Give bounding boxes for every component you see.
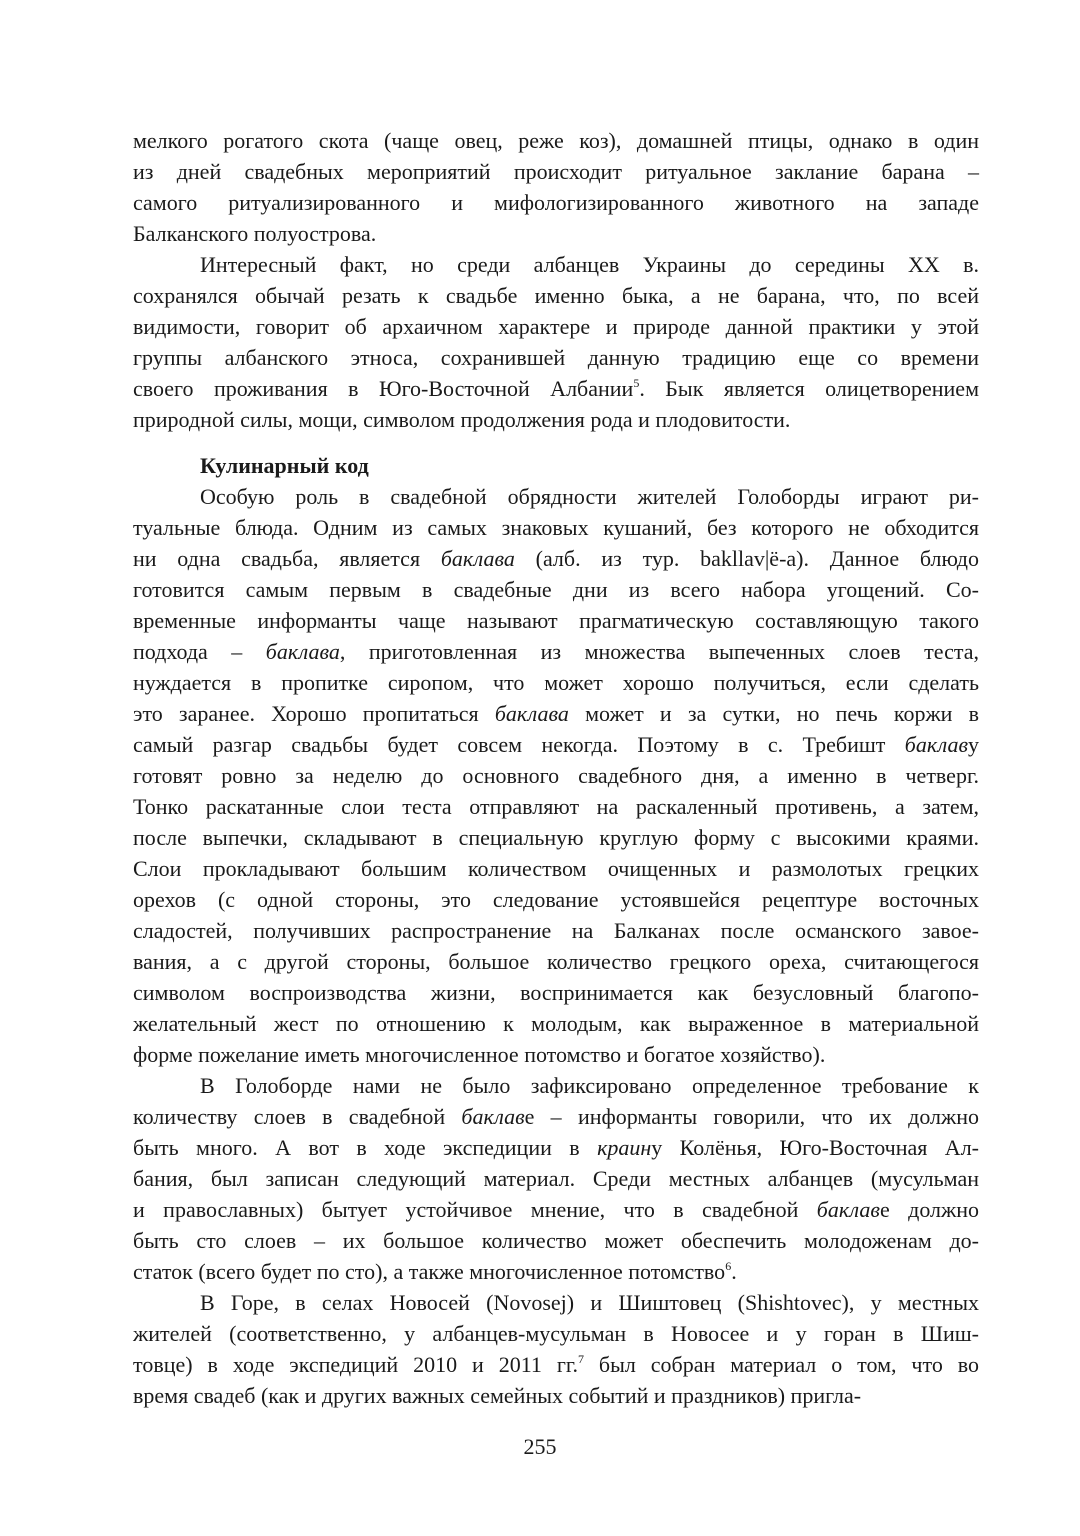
text-run: у Колёнья, Юго-Восточная Ал- <box>651 1135 979 1160</box>
text-run: вания, а с другой стороны, большое количество грецкого ореха, считающегося <box>133 949 979 974</box>
italic-term: баклава <box>265 639 340 664</box>
text-run: , приготовленная из множества выпеченных слоев теста, <box>339 639 979 664</box>
text-line <box>133 667 979 698</box>
text-run: временные информанты чаще называют прагматическую составляющую такого <box>133 608 979 633</box>
text-run: желательный жест по отношению к молодым, как выраженное в материальной <box>133 1011 979 1036</box>
text-line <box>133 1380 979 1411</box>
text-line <box>133 977 979 1008</box>
paragraph <box>133 1287 979 1411</box>
section-heading: Кулинарный код <box>200 453 369 478</box>
text-run: после выпечки, складывают в специальную круглую форму с высокими краями. <box>133 825 979 850</box>
text-line <box>133 125 979 156</box>
text-run: (алб. из тур. bakllav|ë-a). Данное блюдо <box>514 546 979 571</box>
text-block-culinary <box>133 481 979 1411</box>
text-line <box>133 404 979 435</box>
text-run: быть сто слоев – их большое количество может обеспечить молодоженам до- <box>133 1228 979 1253</box>
text-line <box>133 636 979 667</box>
italic-term: краин <box>597 1135 652 1160</box>
text-line <box>133 543 979 574</box>
text-line <box>133 822 979 853</box>
text-line <box>133 791 979 822</box>
text-run: сладостей, получивших распространение на Балканах после османского завое- <box>133 918 979 943</box>
text-line <box>133 915 979 946</box>
page-number: 255 <box>523 1434 557 1459</box>
text-run: готовят ровно за неделю до основного свадебного дня, а именно в четверг. <box>133 763 979 788</box>
text-line <box>133 342 979 373</box>
text-block-upper <box>133 125 979 435</box>
text-run: и православных) бытует устойчивое мнение, что в свадебной <box>133 1197 817 1222</box>
text-line <box>133 946 979 977</box>
text-run: самый разгар свадьбы будет совсем некогда. Поэтому в с. Требишт <box>133 732 905 757</box>
text-run: туальные блюда. Одним из самых знаковых кушаний, без которого не обходится <box>133 515 979 540</box>
text-line <box>133 218 979 249</box>
text-run: товце) в ходе экспедиций 2010 и 2011 гг. <box>133 1352 578 1377</box>
text-line <box>133 249 979 280</box>
text-line <box>133 698 979 729</box>
text-run: . <box>731 1259 737 1284</box>
text-line <box>133 156 979 187</box>
text-line <box>133 1070 979 1101</box>
text-line <box>133 1256 979 1287</box>
text-line <box>133 853 979 884</box>
text-line <box>133 1287 979 1318</box>
text-run: символом воспроизводства жизни, воспринимается как безусловный благопо- <box>133 980 979 1005</box>
text-line <box>133 1132 979 1163</box>
text-run: самого ритуализированного и мифологизированного животного на западе <box>133 190 979 215</box>
text-line <box>133 884 979 915</box>
italic-term: баклав <box>904 732 968 757</box>
paragraph <box>133 481 979 1070</box>
paragraph <box>133 125 979 249</box>
text-line <box>133 187 979 218</box>
text-line <box>133 373 979 404</box>
text-run: статок (всего будет по сто), а также многочисленное потомство <box>133 1259 726 1284</box>
text-run: нуждается в пропитке сиропом, что может хорошо получиться, если сделать <box>133 670 979 695</box>
text-run: природной силы, мощи, символом продолжения рода и плодовитости. <box>133 407 791 432</box>
text-line <box>133 574 979 605</box>
text-run: е – информанты говорили, что их должно <box>524 1104 979 1129</box>
text-line <box>133 1194 979 1225</box>
text-run: бания, был записан следующий материал. Среди местных албанцев (мусульман <box>133 1166 979 1191</box>
text-run: быть много. А вот в ходе экспедиции в <box>133 1135 598 1160</box>
text-line <box>133 481 979 512</box>
text-line <box>133 1101 979 1132</box>
text-run: был собран материал о том, что во <box>583 1352 979 1377</box>
text-run: Слои прокладывают большим количеством очищенных и размолотых грецких <box>133 856 979 881</box>
paragraph <box>133 249 979 435</box>
text-line <box>133 605 979 636</box>
text-run: может и за сутки, но печь коржи в <box>568 701 979 726</box>
italic-term: баклав <box>816 1197 880 1222</box>
text-run: группы албанского этноса, сохранившей данную традицию еще со времени <box>133 345 979 370</box>
text-run: подхода – <box>133 639 266 664</box>
text-run: жителей (соответственно, у албанцев-мусульман в Новосее и у горан в Шиш- <box>133 1321 979 1346</box>
text-line <box>133 1225 979 1256</box>
text-run: В Голоборде нами не было зафиксировано определенное требование к <box>200 1073 979 1098</box>
italic-term: баклав <box>461 1104 525 1129</box>
italic-term: баклава <box>494 701 569 726</box>
text-run: количеству слоев в свадебной <box>133 1104 462 1129</box>
text-run: Балканского полуострова. <box>133 221 377 246</box>
text-run: ни одна свадьба, является <box>133 546 441 571</box>
text-line <box>133 280 979 311</box>
text-run: орехов (с одной стороны, это следование устоявшейся рецептуре восточных <box>133 887 979 912</box>
footnote-ref: 5 <box>633 376 640 390</box>
text-run: у <box>968 732 979 757</box>
text-run: В Горе, в селах Новосей (Novosej) и Шиштовец (Shishtovec), у местных <box>200 1290 979 1315</box>
text-run: Особую роль в свадебной обрядности жителей Голоборды играют ри- <box>200 484 979 509</box>
text-run: . Бык является олицетворением <box>639 376 979 401</box>
text-run: видимости, говорит об архаичном характере и природе данной практики у этой <box>133 314 979 339</box>
text-line <box>133 760 979 791</box>
text-run: мелкого рогатого скота (чаще овец, реже коз), домашней птицы, однако в один <box>133 128 979 153</box>
text-line <box>133 1039 979 1070</box>
text-line <box>133 1163 979 1194</box>
italic-term: баклава <box>440 546 515 571</box>
text-run: это заранее. Хорошо пропитаться <box>133 701 495 726</box>
text-line <box>133 729 979 760</box>
text-run: Тонко раскатанные слои теста отправляют на раскаленный противень, а затем, <box>133 794 979 819</box>
text-line <box>133 1318 979 1349</box>
text-run: своего проживания в Юго-Восточной Албании <box>133 376 634 401</box>
text-run: из дней свадебных мероприятий происходит ритуальное заклание барана – <box>133 159 979 184</box>
text-line <box>133 1008 979 1039</box>
text-run: время свадеб (как и других важных семейных событий и праздников) пригла- <box>133 1383 862 1408</box>
text-line <box>133 1349 979 1380</box>
text-run: форме пожелание иметь многочисленное потомство и богатое хозяйство). <box>133 1042 826 1067</box>
footnote-ref: 7 <box>577 1352 584 1366</box>
footnote-ref: 6 <box>725 1259 732 1273</box>
text-run: сохранялся обычай резать к свадьбе именно быка, а не барана, что, по всей <box>133 283 979 308</box>
text-line <box>133 512 979 543</box>
paragraph <box>133 1070 979 1287</box>
text-run: готовится самым первым в свадебные дни из всего набора угощений. Со- <box>133 577 979 602</box>
text-line <box>133 311 979 342</box>
text-run: е должно <box>879 1197 979 1222</box>
text-run: Интересный факт, но среди албанцев Украины до середины XX в. <box>200 252 979 277</box>
